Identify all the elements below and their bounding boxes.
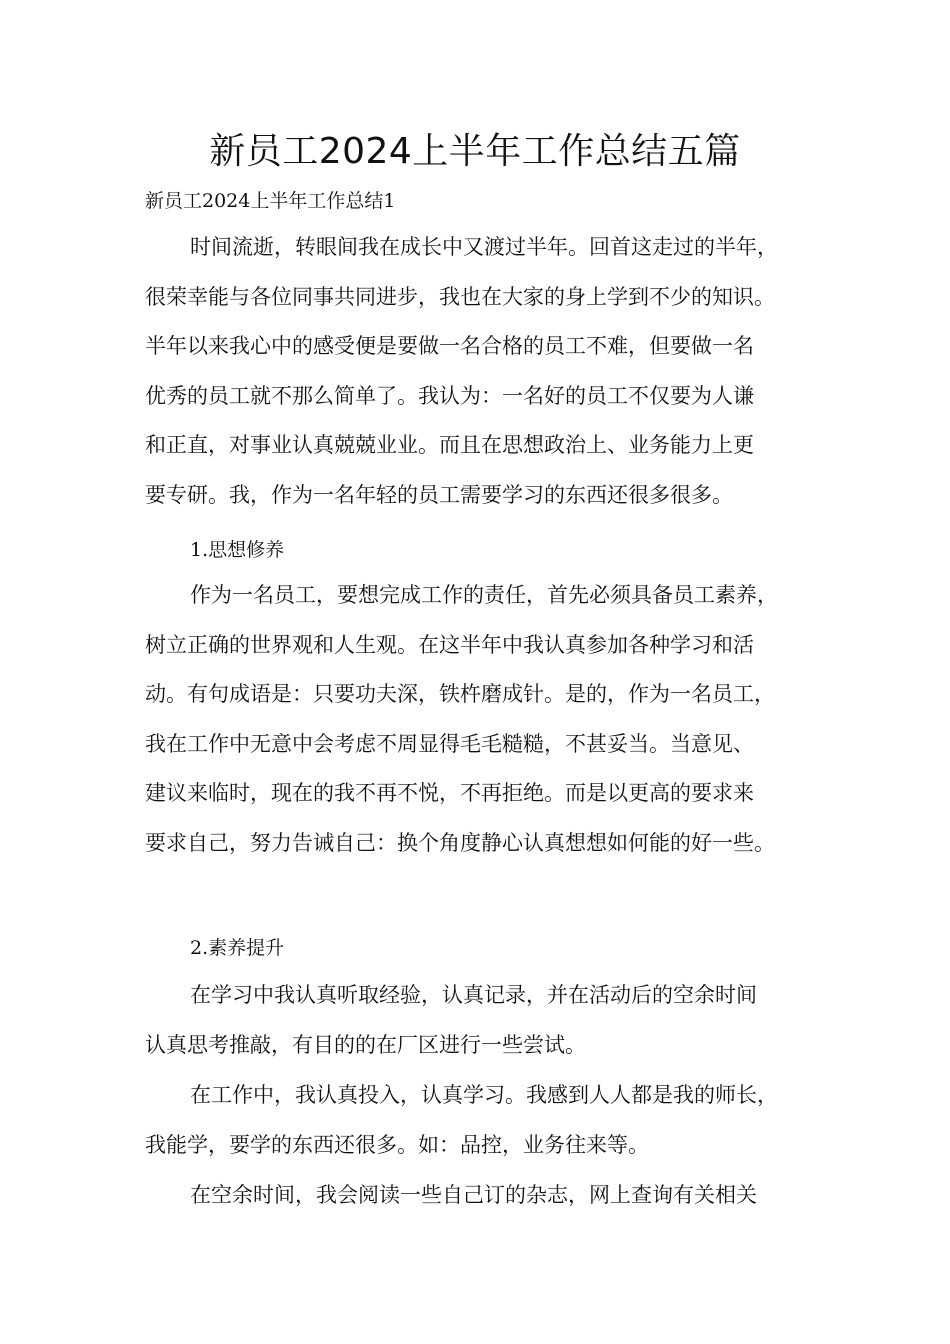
text-line: 动。有句成语是：只要功夫深，铁杵磨成针。是的，作为一名员工， xyxy=(145,682,775,706)
text-line: 作为一名员工，要想完成工作的责任，首先必须具备员工素养， xyxy=(190,583,778,607)
paragraph-3 xyxy=(145,971,810,1070)
text-line: 在学习中我认真听取经验，认真记录，并在活动后的空余时间 xyxy=(190,983,757,1007)
paragraph-1 xyxy=(145,223,810,520)
text-line: 在空余时间，我会阅读一些自己订的杂志，网上查询有关相关 xyxy=(190,1183,757,1207)
text-line: 半年以来我心中的感受便是要做一名合格的员工不难，但要做一名 xyxy=(145,334,754,358)
text-line: 在工作中，我认真投入，认真学习。我感到人人都是我的师长， xyxy=(190,1083,778,1107)
text-line: 很荣幸能与各位同事共同进步，我也在大家的身上学到不少的知识。 xyxy=(145,284,775,309)
heading-thought-cultivation: 1.思想修养 xyxy=(190,539,285,561)
text-line: 要求自己，努力告诫自己：换个角度静心认真想想如何能的好一些。 xyxy=(145,830,775,855)
text-line: 我在工作中无意中会考虑不周显得毛毛糙糙，不甚妥当。当意见、 xyxy=(145,731,754,756)
paragraph-2 xyxy=(145,571,810,868)
paragraph-5 xyxy=(145,1171,810,1221)
heading-quality-improvement: 2.素养提升 xyxy=(190,937,285,959)
text-line: 和正直，对事业认真兢兢业业。而且在思想政治上、业务能力上更 xyxy=(145,433,754,457)
page-title: 新员工2024上半年工作总结五篇 xyxy=(209,131,741,172)
section-subtitle: 新员工2024上半年工作总结1 xyxy=(145,190,396,212)
text-line: 我能学，要学的东西还很多。如：品控，业务往来等。 xyxy=(145,1132,649,1157)
text-line: 要专研。我，作为一名年轻的员工需要学习的东西还很多很多。 xyxy=(145,482,733,507)
paragraph-4 xyxy=(145,1071,810,1170)
text-line: 树立正确的世界观和人生观。在这半年中我认真参加各种学习和活 xyxy=(145,632,754,657)
text-line: 时间流逝，转眼间我在成长中又渡过半年。回首这走过的半年， xyxy=(190,235,778,259)
text-line: 建议来临时，现在的我不再不悦，不再拒绝。而是以更高的要求来 xyxy=(145,781,754,805)
text-line: 优秀的员工就不那么简单了。我认为：一名好的员工不仅要为人谦 xyxy=(145,383,754,408)
text-line: 认真思考推敲，有目的的在厂区进行一些尝试。 xyxy=(145,1032,586,1057)
